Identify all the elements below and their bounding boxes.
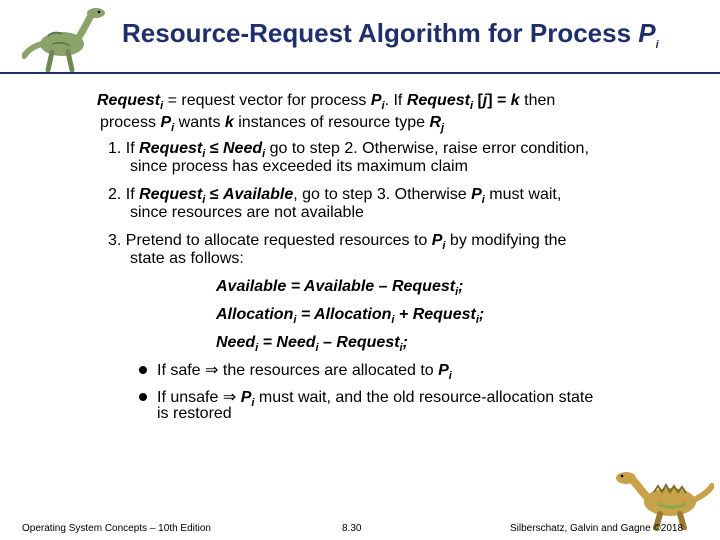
implies-arrow-icon: ⇒ (205, 362, 219, 379)
step-1-continued: since process has exceeded its maximum claim (130, 158, 468, 175)
title-divider (0, 72, 720, 74)
step-3: 3. Pretend to allocate requested resources to $P_i$ by modifying the (108, 232, 567, 253)
title-process-sub: i (655, 39, 659, 52)
dinosaur-bottom-logo-icon (614, 462, 714, 530)
step-2-continued: since resources are not available (130, 204, 364, 221)
bullet-dot-icon (139, 393, 147, 401)
title-text: Resource-Request Algorithm for Process (122, 18, 632, 48)
title-process-var: P (638, 18, 656, 48)
step-2: 2. If Request$_i$ ≤ Available, go to step 3. Otherwise $P_i$ must wait, (108, 186, 562, 207)
equation-allocation: Allocation$_i$ = Allocation$_i$ + Request$_i$; (216, 306, 485, 327)
equation-need: Need$_i$ = Need$_i$ – Request$_i$; (216, 334, 408, 355)
definition-line-1: Request$_i$ = request vector for process $P_i$. If Request$_i$ [j] = k then (97, 92, 556, 113)
slide-title (122, 18, 712, 52)
bullet-safe: If safe ⇒ the resources are allocated to $P_i$ (139, 360, 452, 380)
definition-line-2: process $P_i$ wants k instances of resource type $R_j$ (100, 114, 445, 135)
bullet-unsafe-continued: is restored (157, 405, 232, 422)
footer-page-number: 8.30 (342, 523, 362, 534)
bullet-unsafe: If unsafe ⇒ $P_i$ must wait, and the old resource-allocation state (139, 387, 593, 407)
implies-arrow-icon: ⇒ (222, 389, 237, 406)
step-3-continued: state as follows: (130, 250, 244, 267)
bullet-dot-icon (139, 366, 147, 374)
footer-book-title: Operating System Concepts – 10th Edition (22, 523, 211, 534)
dinosaur-logo-icon (22, 4, 114, 74)
equation-available: Available = Available – Request$_i$; (216, 278, 464, 299)
footer-authors: Silberschatz, Galvin and Gagne ©2018 (510, 523, 684, 534)
step-1: 1. If Request$_i$ ≤ Need$_i$ go to step 2. Otherwise, raise error condition, (108, 140, 589, 161)
